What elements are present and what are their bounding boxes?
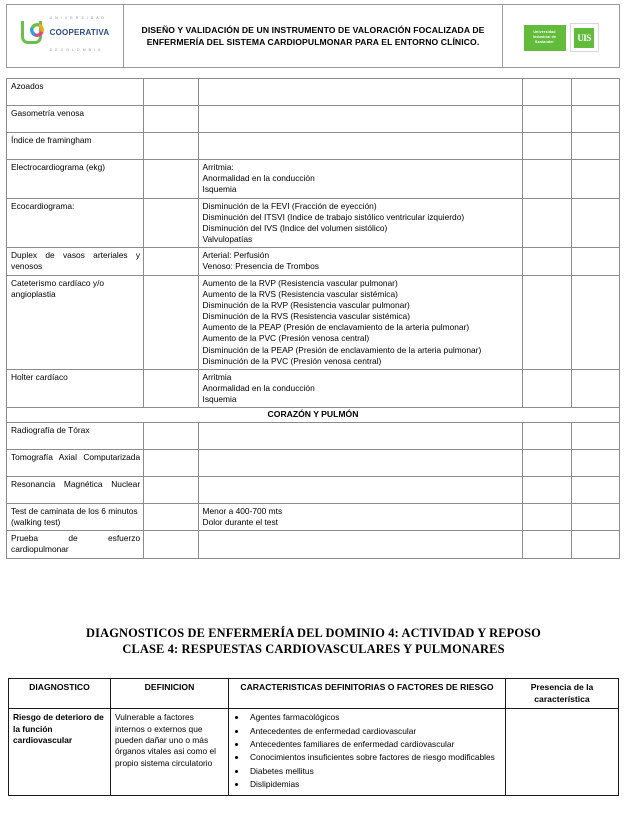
table-row xyxy=(7,449,620,476)
list-item: • Agentes farmacológicos xyxy=(247,712,501,723)
exam-mark-cell[interactable] xyxy=(144,160,198,199)
finding-line: Dolor durante el test xyxy=(202,517,278,528)
ucc-wordmark xyxy=(50,7,110,55)
list-item: • Antecedentes familiares de enfermedad cardiovascular xyxy=(247,739,501,750)
exam-name-cell: Cateterismo cardíaco y/o angioplastia xyxy=(7,275,144,369)
exam-observation-cell[interactable] xyxy=(571,106,619,133)
exam-findings-cell xyxy=(198,449,523,476)
column-header-diagnostico: DIAGNOSTICO xyxy=(9,679,111,709)
list-item: • Dislipidemias xyxy=(247,779,501,790)
finding-line: Anormalidad en la conducción xyxy=(202,383,315,394)
finding-line: Aumento de la RVP (Resistencia vascular pulmonar) xyxy=(202,277,398,288)
diagnostics-heading-line1: DIAGNOSTICOS DE ENFERMERÍA DEL DOMINIO 4: ACTIVIDAD Y REPOSO xyxy=(86,626,541,640)
exam-presence-cell[interactable] xyxy=(523,275,571,369)
exam-name-cell: Tomografía Axial Computarizada xyxy=(7,449,144,476)
exam-mark-cell[interactable] xyxy=(144,79,198,106)
exam-findings-cell xyxy=(198,275,523,369)
exam-presence-cell[interactable] xyxy=(523,79,571,106)
header-title-cell xyxy=(124,5,503,68)
list-item: • Conocimientos insuficientes sobre factores de riesgo modificables xyxy=(247,752,501,763)
table-row xyxy=(7,106,620,133)
exam-presence-cell[interactable] xyxy=(523,133,571,160)
finding-line: Aumento de la PEAP (Presión de enclavamiento de la arteria pulmonar) xyxy=(202,322,470,333)
diagnostics-table-header-row xyxy=(9,679,619,709)
exam-observation-cell[interactable] xyxy=(571,248,619,275)
table-row xyxy=(7,133,620,160)
exam-observation-cell[interactable] xyxy=(571,503,619,530)
exam-name-cell: Electrocardiograma (ekg) xyxy=(7,160,144,199)
document-title: DISEÑO Y VALIDACIÓN DE UN INSTRUMENTO DE VALORACIÓN FOCALIZADA DE ENFERMERÍA DEL SISTEMA CARDIOPULMONAR PARA EL ENTORNO CLÍNICO. xyxy=(141,24,485,47)
exam-observation-cell[interactable] xyxy=(571,476,619,503)
column-header-presencia: Presencia de la característica xyxy=(506,679,619,709)
exam-name-cell: Resonancia Magnética Nuclear xyxy=(7,476,144,503)
exam-name-cell: Azoados xyxy=(7,79,144,106)
diagnostics-table xyxy=(8,678,619,796)
exam-mark-cell[interactable] xyxy=(144,248,198,275)
finding-line: Disminución del ITSVI (Indice de trabajo sistólico ventricular izquierdo) xyxy=(202,211,465,222)
document-header xyxy=(6,4,620,68)
table-row xyxy=(7,248,620,275)
exam-name-cell: Ecocardiograma: xyxy=(7,198,144,248)
finding-line: Aumento de la RVS (Resistencia vascular sistémica) xyxy=(202,288,398,299)
exam-name-cell: Radiografía de Tórax xyxy=(7,422,144,449)
finding-line: Disminución de la PVC (Presión venosa central) xyxy=(202,355,382,366)
uis-wordmark-box xyxy=(524,25,566,51)
exam-mark-cell[interactable] xyxy=(144,369,198,408)
exam-presence-cell[interactable] xyxy=(523,369,571,408)
exam-observation-cell[interactable] xyxy=(571,160,619,199)
exam-name-cell: Prueba de esfuerzo cardiopulmonar xyxy=(7,531,144,558)
exam-mark-cell[interactable] xyxy=(144,531,198,558)
exam-findings-cell xyxy=(198,503,523,530)
exam-findings-cell xyxy=(198,248,523,275)
exam-mark-cell[interactable] xyxy=(144,198,198,248)
characteristics-list xyxy=(233,712,501,790)
exam-mark-cell[interactable] xyxy=(144,503,198,530)
column-header-definicion: DEFINICION xyxy=(111,679,229,709)
diagnostic-name-cell: Riesgo de deterioro de la función cardiovascular xyxy=(9,709,111,796)
table-row xyxy=(7,79,620,106)
table-row xyxy=(7,275,620,369)
uis-wordmark-line3: Santander xyxy=(535,40,554,45)
finding-line: Valvulopatías xyxy=(202,234,253,245)
ucc-wordmark-line1: U N I V E R S I D A D xyxy=(49,16,105,20)
exam-observation-cell[interactable] xyxy=(571,369,619,408)
diagnostic-presence-cell[interactable] xyxy=(506,709,619,796)
table-row xyxy=(7,531,620,558)
exam-observation-cell[interactable] xyxy=(571,531,619,558)
table-row xyxy=(7,476,620,503)
finding-line: Arritmia xyxy=(202,371,232,382)
section-header-row xyxy=(7,408,620,422)
exam-presence-cell[interactable] xyxy=(523,531,571,558)
table-row xyxy=(7,422,620,449)
finding-line: Disminución de la RVS (Resistencia vascular sistémica) xyxy=(202,311,410,322)
column-header-caracteristicas: CARACTERISTICAS DEFINITORIAS O FACTORES DE RIESGO xyxy=(229,679,506,709)
exam-presence-cell[interactable] xyxy=(523,160,571,199)
table-row xyxy=(7,503,620,530)
ucc-wordmark-line2: COOPERATIVA xyxy=(49,28,110,37)
exam-presence-cell[interactable] xyxy=(523,422,571,449)
ucc-ring-icon xyxy=(30,23,44,37)
diagnostics-heading-line2: CLASE 4: RESPUESTAS CARDIOVASCULARES Y PULMONARES xyxy=(122,641,505,656)
exams-table xyxy=(6,78,620,559)
exam-mark-cell[interactable] xyxy=(144,275,198,369)
exam-presence-cell[interactable] xyxy=(523,476,571,503)
exam-presence-cell[interactable] xyxy=(523,248,571,275)
exam-mark-cell[interactable] xyxy=(144,106,198,133)
finding-line: Isquemia xyxy=(202,184,237,195)
uis-wordmark-line2: Industrial de xyxy=(532,35,557,40)
exam-observation-cell[interactable] xyxy=(571,275,619,369)
table-row xyxy=(7,160,620,199)
table-row xyxy=(7,198,620,248)
exam-mark-cell[interactable] xyxy=(144,422,198,449)
exam-observation-cell[interactable] xyxy=(571,422,619,449)
finding-line: Arritmia: xyxy=(202,162,234,172)
ucc-emblem-icon xyxy=(21,21,47,41)
exam-name-cell: Holter cardíaco xyxy=(7,369,144,408)
header-row xyxy=(7,5,620,68)
list-item: • Antecedentes de enfermedad cardiovascular xyxy=(247,726,501,737)
table-row xyxy=(7,369,620,408)
list-item: • Diabetes mellitus xyxy=(247,766,501,777)
exam-name-cell: Gasometría venosa xyxy=(7,106,144,133)
uis-wordmark-line1: Universidad xyxy=(533,29,556,34)
ucc-wordmark-line3: D E C O L O M B I A xyxy=(49,48,102,52)
finding-line: Disminución de la PEAP (Presión de enclavamiento de la arteria pulmonar) xyxy=(202,344,482,355)
uis-emblem-icon xyxy=(570,23,599,52)
finding-line: Aumento de la PVC (Presión venosa central) xyxy=(202,333,370,344)
exam-observation-cell[interactable] xyxy=(571,449,619,476)
exam-name-cell: Índice de framingham xyxy=(7,133,144,160)
exam-findings-cell xyxy=(198,369,523,408)
exam-findings-cell xyxy=(198,422,523,449)
diagnostics-heading xyxy=(0,626,627,657)
exam-presence-cell[interactable] xyxy=(523,106,571,133)
finding-line: Disminución de la FEVI (Fracción de eyección) xyxy=(202,200,377,211)
exam-findings-cell xyxy=(198,476,523,503)
exam-presence-cell[interactable] xyxy=(523,503,571,530)
exam-findings-cell xyxy=(198,531,523,558)
finding-line: Arterial: Perfusión xyxy=(202,250,270,261)
exam-name-cell: Duplex de vasos arteriales y venosos xyxy=(7,248,144,275)
exam-mark-cell[interactable] xyxy=(144,133,198,160)
finding-line: Isquemia xyxy=(202,394,237,405)
exam-observation-cell[interactable] xyxy=(571,198,619,248)
diagnostic-definition-cell: Vulnerable a factores internos o externos que pueden dañar uno o más órganos vitales asi como el propio sistema circulatorio xyxy=(111,709,229,796)
table-row xyxy=(9,709,619,796)
universidad-industrial-santander-logo-icon xyxy=(524,23,599,52)
exam-presence-cell[interactable] xyxy=(523,198,571,248)
exam-findings-cell xyxy=(198,160,523,199)
finding-line: Disminución de la RVP (Resistencia vascular pulmonar) xyxy=(202,299,410,310)
diagnostic-characteristics-cell xyxy=(229,709,506,796)
finding-line: Menor a 400-700 mts xyxy=(202,505,283,516)
exam-mark-cell[interactable] xyxy=(144,476,198,503)
exam-findings-cell xyxy=(198,79,523,106)
exam-observation-cell[interactable] xyxy=(571,133,619,160)
finding-line: Anormalidad en la conducción xyxy=(202,173,315,184)
header-left-logo-cell xyxy=(7,5,124,68)
uis-emblem-letters: UIS xyxy=(574,28,594,48)
universidad-cooperativa-logo-icon xyxy=(21,7,110,55)
finding-line: Disminución del IVS (Indice del volumen sistólico) xyxy=(202,222,388,233)
exam-findings-cell xyxy=(198,106,523,133)
exam-observation-cell[interactable] xyxy=(571,79,619,106)
exam-name-cell: Test de caminata de los 6 minutos (walking test) xyxy=(7,503,144,530)
exam-presence-cell[interactable] xyxy=(523,449,571,476)
exam-findings-cell xyxy=(198,133,523,160)
finding-line: Venoso: Presencia de Trombos xyxy=(202,261,319,272)
exam-findings-cell xyxy=(198,198,523,248)
header-right-logo-cell xyxy=(503,5,620,68)
section-title: CORAZÓN Y PULMÓN xyxy=(7,408,620,422)
exam-mark-cell[interactable] xyxy=(144,449,198,476)
